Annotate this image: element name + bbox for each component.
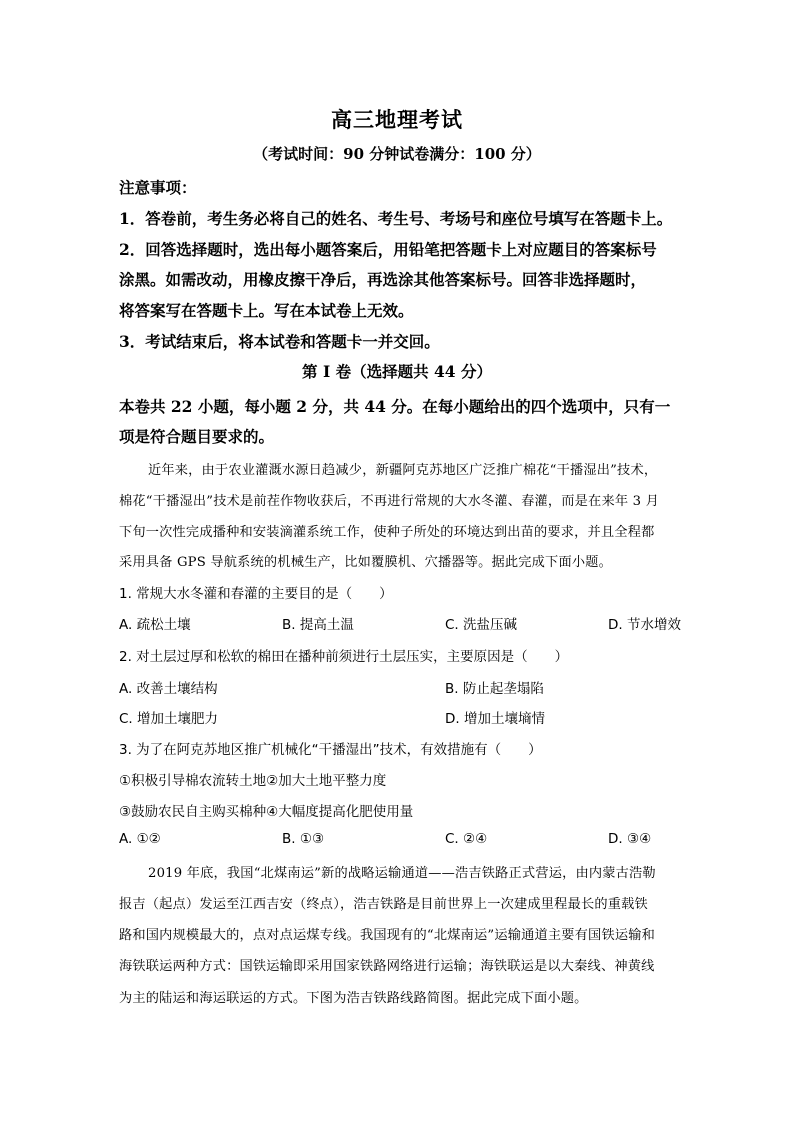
material-line: 为主的陆运和海运联运的方式。下图为浩吉铁路线路简图。据此完成下面小题。 — [119, 991, 588, 1006]
option-a: A. ①② — [119, 831, 161, 847]
material-line: 报吉（起点）发运至江西吉安（终点），浩吉铁路是目前世界上一次建成里程最长的重载铁 — [119, 897, 648, 912]
option-a: A. 改善土壤结构 — [119, 681, 218, 697]
material-line: 2019 年底，我国“北煤南运”新的战略运输通道——浩吉铁路正式营运，由内蒙古浩勒 — [148, 866, 656, 881]
option-b: B. ①③ — [282, 831, 325, 847]
notice-line: 3．考试结束后，将本试卷和答题卡一并交回。 — [119, 332, 440, 351]
notice-line: 将答案写在答题卡上。写在本试卷上无效。 — [119, 301, 414, 320]
question-item: ③鼓励农民自主购买棉种④大幅度提高化肥使用量 — [119, 804, 414, 820]
material-line: 采用具备 GPS 导航系统的机械生产，比如覆膜机、穴播器等。据此完成下面小题。 — [119, 555, 612, 570]
question-item: ①积极引导棉农流转土地②加大土地平整力度 — [119, 773, 387, 789]
notice-line: 2．回答选择题时，选出每小题答案后，用铅笔把答题卡上对应题目的答案标号 — [119, 240, 657, 259]
option-b: B. 防止起垄塌陷 — [445, 681, 544, 697]
option-c: C. 洗盐压碱 — [445, 617, 518, 633]
page-title: 高三地理考试 — [331, 107, 463, 132]
option-b: B. 提高土温 — [282, 617, 354, 633]
question-stem: 1. 常规大水冬灌和春灌的主要目的是（ ） — [119, 586, 393, 602]
section-title: 第 I 卷（选择题共 44 分） — [302, 362, 492, 381]
exam-subtitle: （考试时间：90 分钟试卷满分：100 分） — [253, 145, 541, 163]
option-d: D. 节水增效 — [608, 617, 681, 633]
notice-line: 1．答卷前，考生务必将自己的姓名、考生号、考场号和座位号填写在答题卡上。 — [119, 209, 673, 228]
option-d: D. ③④ — [608, 831, 652, 847]
question-stem: 3. 为了在阿克苏地区推广机械化“干播湿出”技术，有效措施有（ ） — [119, 742, 542, 758]
material-line: 路和国内规模最大的，点对点运煤专线。我国现有的“北煤南运”运输通道主要有国铁运输和 — [119, 928, 655, 943]
notice-line: 涂黑。如需改动，用橡皮擦干净后，再选涂其他答案标号。回答非选择题时， — [119, 270, 647, 289]
material-line: 近年来，由于农业灌溉水源日趋减少，新疆阿克苏地区广泛推广棉花“干播湿出”技术， — [148, 463, 658, 478]
notice-heading: 注意事项： — [119, 178, 197, 197]
option-c: C. 增加土壤肥力 — [119, 711, 219, 727]
option-c: C. ②④ — [445, 831, 488, 847]
option-a: A. 疏松土壤 — [119, 617, 191, 633]
material-line: 海铁联运两种方式：国铁运输即采用国家铁路网络进行运输；海铁联运是以大秦线、神黄线 — [119, 959, 655, 974]
section-intro-line: 项是符合题目要求的。 — [119, 427, 275, 446]
option-d: D. 增加土壤墒情 — [445, 711, 545, 727]
section-intro-line: 本卷共 22 小题，每小题 2 分，共 44 分。在每小题给出的四个选项中，只有一 — [119, 397, 671, 416]
material-line: 下旬一次性完成播种和安装滴灌系统工作，使种子所处的环境达到出苗的要求，并且全程都 — [119, 525, 655, 540]
material-line: 棉花“干播湿出”技术是前茬作物收获后，不再进行常规的大水冬灌、春灌，而是在来年 3 月 — [119, 494, 659, 509]
question-stem: 2. 对土层过厚和松软的棉田在播种前须进行土层压实，主要原因是（ ） — [119, 649, 569, 665]
